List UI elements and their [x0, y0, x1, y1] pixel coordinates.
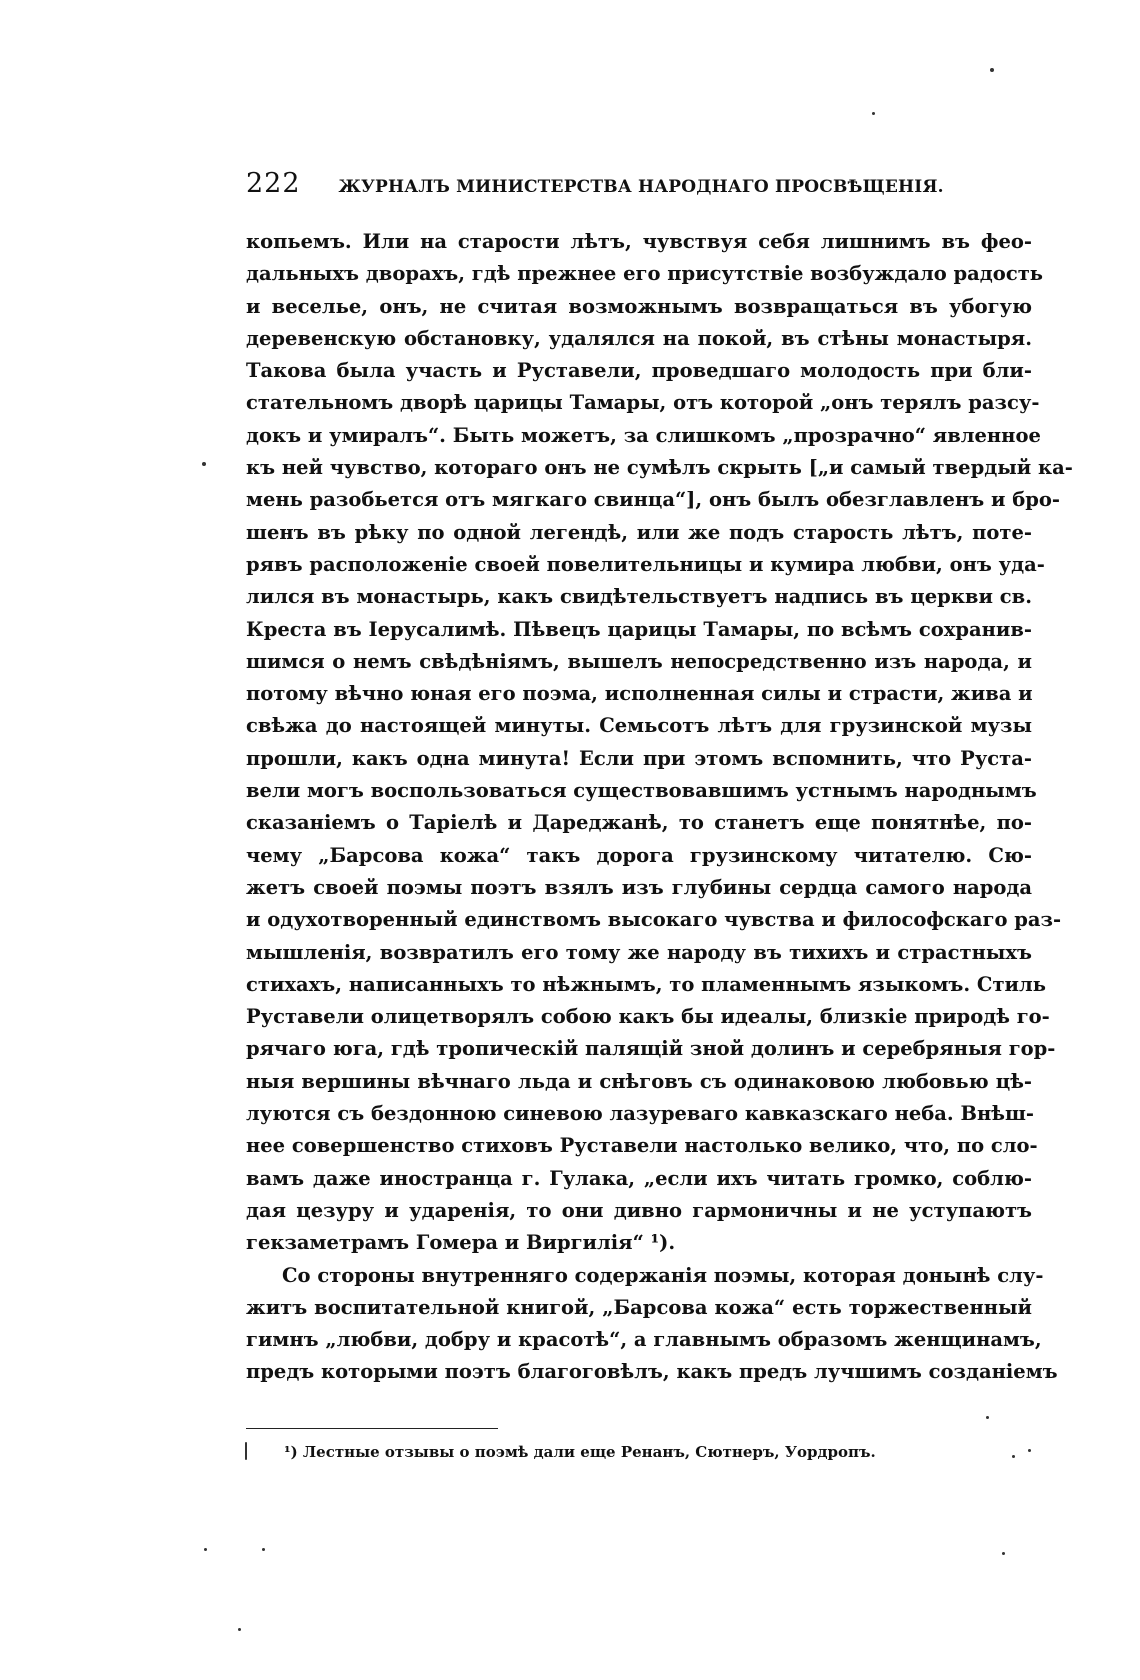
text-line: жетъ своей поэмы поэтъ взялъ изъ глубины сердца самого народа [246, 875, 1032, 899]
text-line: деревенскую обстановку, удалялся на покой, въ стѣны монастыря. [246, 326, 1032, 350]
text-line: сказаніемъ о Таріелѣ и Дареджанѣ, то станетъ еще понятнѣе, по- [246, 811, 1032, 835]
scan-speck [990, 68, 994, 72]
text-line: шимся о немъ свѣдѣніямъ, вышелъ непосредственно изъ народа, и [246, 649, 1032, 673]
text-line: потому вѣчно юная его поэма, исполненная силы и страсти, жива и [246, 682, 1033, 706]
text-line: прошли, какъ одна минута! Если при этомъ вспомнить, что Руста- [246, 746, 1032, 770]
text-line: гимнъ „любви, добру и красотѣ“, а главнымъ образомъ женщинамъ, [246, 1328, 1042, 1352]
text-line: предъ которыми поэтъ благоговѣлъ, какъ предъ лучшимъ созданіемъ [246, 1360, 1058, 1384]
text-line: стательномъ дворѣ царицы Тамары, отъ которой „онъ терялъ разсу- [246, 391, 1040, 415]
scan-speck [238, 1628, 241, 1631]
text-line: Креста въ Іерусалимѣ. Пѣвецъ царицы Тамары, по всѣмъ сохранив- [246, 617, 1032, 641]
text-line: копьемъ. Или на старости лѣтъ, чувствуя себя лишнимъ въ фео- [246, 230, 1032, 253]
scan-speck [1002, 1552, 1005, 1555]
text-line: лился въ монастырь, какъ свидѣтельствуетъ надпись въ церкви св. [246, 585, 1032, 609]
text-line: вамъ даже иностранца г. Гулака, „если ихъ читать громко, соблю- [246, 1166, 1032, 1190]
text-line: стихахъ, написанныхъ то нѣжнымъ, то пламеннымъ языкомъ. Стиль [246, 972, 1046, 996]
text-line-paragraph-start: Со стороны внутренняго содержанія поэмы, которая донынѣ слу- [282, 1263, 1044, 1287]
body-text [246, 226, 1073, 1389]
scan-speck [986, 1416, 989, 1419]
scan-speck [1012, 1455, 1015, 1458]
text-line: луются съ бездонною синевою лазуреваго кавказскаго неба. Внѣш- [246, 1102, 1035, 1126]
text-line: дая цезуру и ударенія, то они дивно гармоничны и не уступаютъ [246, 1198, 1032, 1222]
text-line: ныя вершины вѣчнаго льда и снѣговъ съ одинаковою любовью цѣ- [246, 1069, 1032, 1093]
text-line: мень разобьется отъ мягкаго свинца“], онъ былъ обезглавленъ и бро- [246, 488, 1060, 512]
text-line: рячаго юга, гдѣ тропическій палящій зной долинъ и серебряныя гор- [246, 1037, 1056, 1061]
text-line: чему „Барсова кожа“ такъ дорога грузинскому читателю. Сю- [246, 843, 1032, 867]
text-line-paragraph-end: гекзаметрамъ Гомера и Виргилія“ ¹). [246, 1231, 676, 1255]
text-line: нее совершенство стиховъ Руставели настолько велико, что, по сло- [246, 1134, 1038, 1158]
text-line: житъ воспитательной книгой, „Барсова кожа“ есть торжественный [246, 1295, 1032, 1319]
text-line: докъ и умиралъ“. Быть можетъ, за слишкомъ „прозрачно“ явленное [246, 423, 1041, 447]
scan-speck [262, 1548, 265, 1551]
text-line: Руставели олицетворялъ собою какъ бы идеалы, близкіе природѣ го- [246, 1005, 1050, 1029]
footnote-separator [246, 1428, 498, 1429]
running-title: ЖУРНАЛЪ МИНИСТЕРСТВА НАРОДНАГО ПРОСВѢЩЕНІЯ. [338, 177, 944, 197]
footnote: ¹) Лестные отзывы о поэмѣ дали еще Ренанъ, Сютнеръ, Уордропъ. [284, 1443, 876, 1461]
scan-speck [245, 1442, 247, 1460]
text-line: дальныхъ дворахъ, гдѣ прежнее его присутствіе возбуждало радость [246, 262, 1044, 286]
text-line: и веселье, онъ, не считая возможнымъ возвращаться въ убогую [246, 294, 1032, 318]
page-number: 222 [246, 168, 301, 199]
text-line: Такова была участь и Руставели, проведшаго молодость при бли- [246, 359, 1032, 383]
scan-speck [872, 112, 875, 115]
text-line: свѣжа до настоящей минуты. Семьсотъ лѣтъ для грузинской музы [246, 714, 1032, 738]
text-line: рявъ расположеніе своей повелительницы и кумира любви, онъ уда- [246, 552, 1045, 576]
scan-speck [204, 1548, 207, 1551]
text-line: и одухотворенный единствомъ высокаго чувства и философскаго раз- [246, 908, 1062, 932]
text-line: къ ней чувство, котораго онъ не сумѣлъ скрыть [„и самый твердый ка- [246, 456, 1073, 480]
scan-speck [202, 462, 206, 466]
scan-speck [1028, 1449, 1031, 1452]
text-line: вели могъ воспользоваться существовавшимъ устнымъ народнымъ [246, 779, 1037, 803]
page-header [246, 168, 1046, 208]
text-line: мышленія, возвратилъ его тому же народу въ тихихъ и страстныхъ [246, 940, 1032, 964]
text-line: шенъ въ рѣку по одной легендѣ, или же подъ старость лѣтъ, поте- [246, 520, 1032, 544]
